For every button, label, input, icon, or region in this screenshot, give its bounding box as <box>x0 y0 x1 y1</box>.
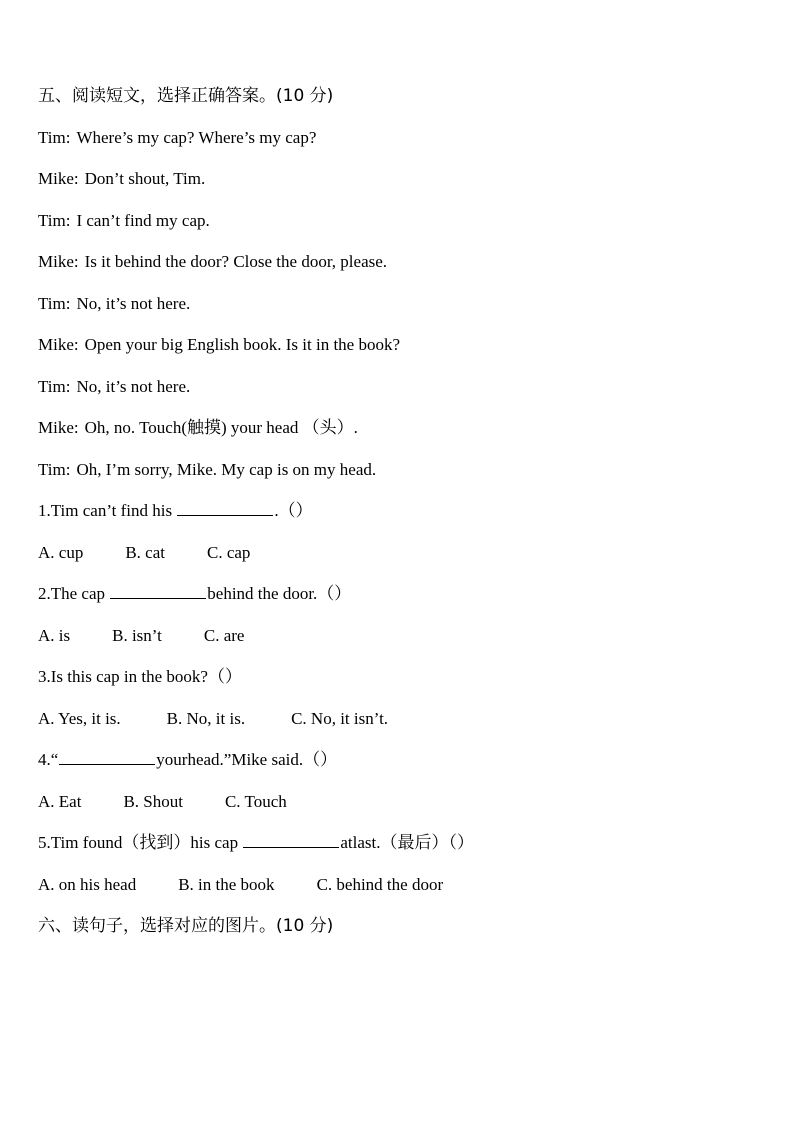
option-a[interactable]: A. cup <box>38 542 84 562</box>
question-text: 1.Tim can’t find his <box>38 501 173 520</box>
dialogue-line <box>38 167 758 209</box>
option-b[interactable]: B. in the book <box>178 874 275 894</box>
dialogue-text: Is it behind the door? Close the door, please. <box>84 252 388 271</box>
option-b[interactable]: B. Shout <box>123 791 183 811</box>
question-3-options <box>38 707 758 749</box>
dialogue-line <box>38 292 758 334</box>
question-text: 3.Is this cap in the book?（） <box>38 667 242 686</box>
speaker-label: Tim: <box>38 459 71 479</box>
question-3 <box>38 665 758 707</box>
option-b[interactable]: B. cat <box>125 542 165 562</box>
question-text-tail: behind the door.（） <box>207 584 352 603</box>
dialogue-text: Open your big English book. Is it in the book? <box>84 335 401 354</box>
dialogue-text: Oh, I’m sorry, Mike. My cap is on my head. <box>76 459 377 479</box>
speaker-label: Mike: <box>38 252 79 271</box>
question-4 <box>38 748 758 790</box>
question-5 <box>38 831 758 873</box>
answer-blank[interactable] <box>177 499 273 516</box>
option-c[interactable]: C. behind the door <box>316 874 444 894</box>
dialogue-text: I can’t find my cap. <box>76 210 210 230</box>
option-c[interactable]: C. are <box>203 625 245 645</box>
option-c[interactable]: C. Touch <box>224 791 287 811</box>
dialogue-line <box>38 250 758 292</box>
speaker-label: Tim: <box>38 376 71 396</box>
dialogue-line <box>38 126 758 168</box>
option-a[interactable]: A. Yes, it is. <box>38 708 121 728</box>
speaker-label: Tim: <box>38 127 71 147</box>
question-2 <box>38 582 758 624</box>
answer-blank[interactable] <box>59 748 155 765</box>
option-a[interactable]: A. is <box>38 625 71 645</box>
question-text-tail: atlast.（最后）（） <box>340 833 474 852</box>
option-b[interactable]: B. No, it is. <box>166 708 246 728</box>
question-text-tail: yourhead.”Mike said.（） <box>156 750 338 769</box>
question-text: 4.“ <box>38 750 59 769</box>
worksheet-page <box>38 84 758 956</box>
question-1-options <box>38 541 758 583</box>
dialogue-text: No, it’s not here. <box>76 293 191 313</box>
option-a[interactable]: A. Eat <box>38 791 82 811</box>
dialogue-text: Oh, no. Touch(触摸) your head （头）. <box>84 418 358 437</box>
dialogue-line <box>38 458 758 500</box>
question-text: 2.The cap <box>38 584 106 603</box>
section-6-title: 六、读句子，选择对应的图片。(10 分) <box>38 916 334 936</box>
section-5-title: 五、阅读短文，选择正确答案。(10 分) <box>38 86 334 106</box>
dialogue-text: Where’s my cap? Where’s my cap? <box>76 127 317 147</box>
question-2-options <box>38 624 758 666</box>
dialogue-line <box>38 209 758 251</box>
answer-blank[interactable] <box>243 831 339 848</box>
dialogue-line <box>38 333 758 375</box>
question-5-options <box>38 873 758 915</box>
question-4-options <box>38 790 758 832</box>
answer-blank[interactable] <box>110 582 206 599</box>
option-a[interactable]: A. on his head <box>38 874 137 894</box>
dialogue-line <box>38 416 758 458</box>
option-c[interactable]: C. cap <box>206 542 251 562</box>
dialogue-text: Don’t shout, Tim. <box>84 169 206 188</box>
option-b[interactable]: B. isn’t <box>112 625 162 645</box>
speaker-label: Mike: <box>38 418 79 437</box>
question-text-tail: .（） <box>274 501 313 520</box>
question-1 <box>38 499 758 541</box>
speaker-label: Tim: <box>38 293 71 313</box>
speaker-label: Mike: <box>38 169 79 188</box>
dialogue-line <box>38 375 758 417</box>
option-c[interactable]: C. No, it isn’t. <box>291 708 389 728</box>
speaker-label: Tim: <box>38 210 71 230</box>
question-text: 5.Tim found（找到）his cap <box>38 833 239 852</box>
dialogue-text: No, it’s not here. <box>76 376 191 396</box>
speaker-label: Mike: <box>38 335 79 354</box>
